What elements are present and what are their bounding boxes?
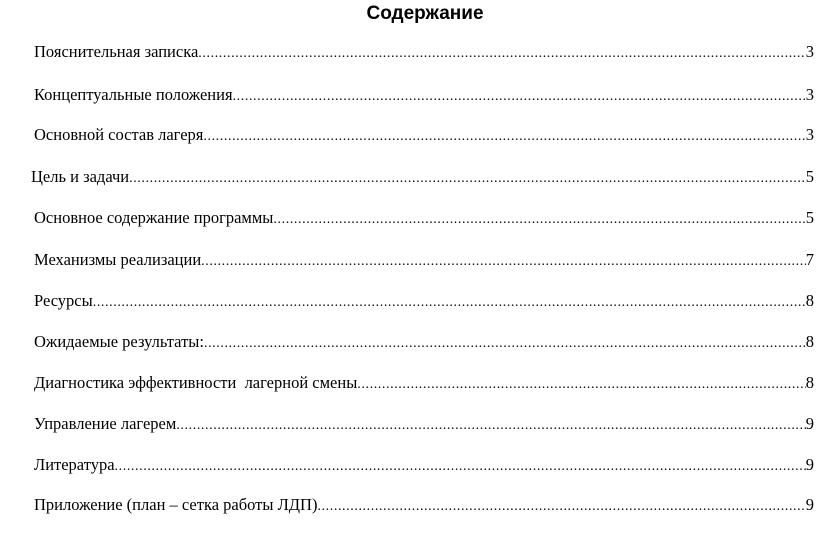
toc-page-number: 3: [805, 42, 814, 61]
toc-entry-camp-composition: [34, 124, 814, 146]
toc-page-number: 3: [805, 85, 814, 104]
toc-page-number: 8: [805, 291, 814, 310]
dot-leader: [115, 456, 806, 478]
toc-page-number: 9: [805, 495, 814, 514]
dot-leader: [357, 374, 805, 396]
toc-entry-label: Ожидаемые результаты:: [34, 332, 204, 351]
toc-entry-label: Цель и задачи: [31, 167, 130, 186]
toc-page-number: 8: [805, 332, 814, 351]
toc-entry-label: Диагностика эффективности лагерной смены: [34, 373, 358, 392]
toc-page-number: 9: [805, 414, 814, 433]
toc-entry-explanatory-note: [34, 41, 814, 63]
toc-page-number: 5: [805, 167, 814, 186]
toc-entry-label: Пояснительная записка: [34, 42, 199, 61]
toc-entry-label: Литература: [34, 455, 115, 474]
dot-leader: [233, 86, 806, 108]
toc-entry-effectiveness-diagnostics: [34, 372, 814, 394]
toc-entry-camp-management: [34, 413, 814, 435]
dot-leader: [129, 168, 806, 190]
dot-leader: [201, 251, 806, 273]
toc-page-number: 5: [805, 208, 814, 227]
toc-entry-label: Основной состав лагеря: [34, 125, 204, 144]
toc-entry-implementation-mechanisms: [34, 249, 814, 271]
toc-entry-goals-and-tasks: [31, 166, 814, 188]
toc-entry-label: Управление лагерем: [34, 414, 177, 433]
toc-entry-label: Механизмы реализации: [34, 250, 202, 269]
toc-page-number: 7: [805, 250, 814, 269]
dot-leader: [273, 209, 805, 231]
dot-leader: [93, 292, 806, 314]
toc-entry-resources: [34, 290, 814, 312]
toc-page-number: 8: [805, 373, 814, 392]
toc-page-number: 9: [805, 455, 814, 474]
toc-entry-label: Приложение (план – сетка работы ЛДП): [34, 495, 318, 514]
dot-leader: [317, 496, 805, 518]
dot-leader: [203, 126, 805, 148]
toc-entry-label: Ресурсы: [34, 291, 93, 310]
page-title: Содержание: [366, 3, 484, 24]
dot-leader: [204, 333, 806, 355]
dot-leader: [176, 415, 805, 437]
toc-entry-appendix: [34, 494, 814, 516]
toc-page-number: 3: [805, 125, 814, 144]
toc-entry-conceptual-provisions: [34, 84, 814, 106]
toc-entry-label: Основное содержание программы: [34, 208, 274, 227]
toc-entry-label: Концептуальные положения: [34, 85, 233, 104]
dot-leader: [198, 43, 805, 65]
toc-entry-program-content: [34, 207, 814, 229]
toc-entry-expected-results: [34, 331, 814, 353]
toc-entry-literature: [34, 454, 814, 476]
